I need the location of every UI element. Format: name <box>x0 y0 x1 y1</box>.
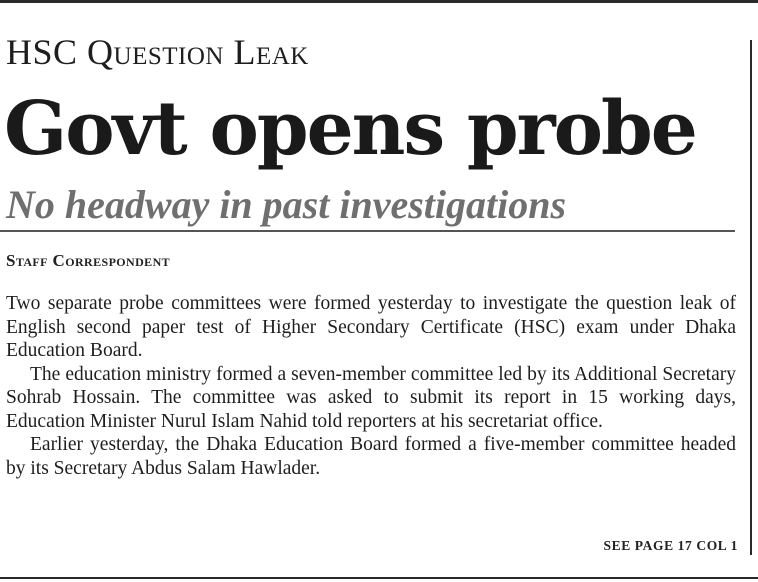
bottom-rule <box>0 577 758 579</box>
article-kicker: HSC Question Leak <box>6 32 309 72</box>
body-paragraph-2: The education ministry formed a seven-member committee led by its Additional Secretary Sohrab Hossain. The committee was asked to submit its report in 15 working days, Education Minister Nurul Islam Nahid told reporters at his secretariat office. <box>6 363 736 432</box>
continuation-jump: SEE PAGE 17 COL 1 <box>603 538 738 553</box>
subhead-rule <box>0 230 735 232</box>
top-rule <box>0 0 758 3</box>
article-body <box>6 292 736 480</box>
body-paragraph-3: Earlier yesterday, the Dhaka Education Board formed a five-member committee headed by its Secretary Abdus Salam Hawlader. <box>6 434 736 479</box>
article-subhead: No headway in past investigations <box>6 182 567 227</box>
article-headline: Govt opens probe <box>4 86 696 172</box>
article-byline: Staff Correspondent <box>6 251 171 270</box>
column-rule <box>750 40 752 555</box>
body-paragraph-1: Two separate probe committees were formed yesterday to investigate the question leak of English second paper test of Higher Secondary Certificate (HSC) exam under Dhaka Education Board. <box>6 293 736 361</box>
